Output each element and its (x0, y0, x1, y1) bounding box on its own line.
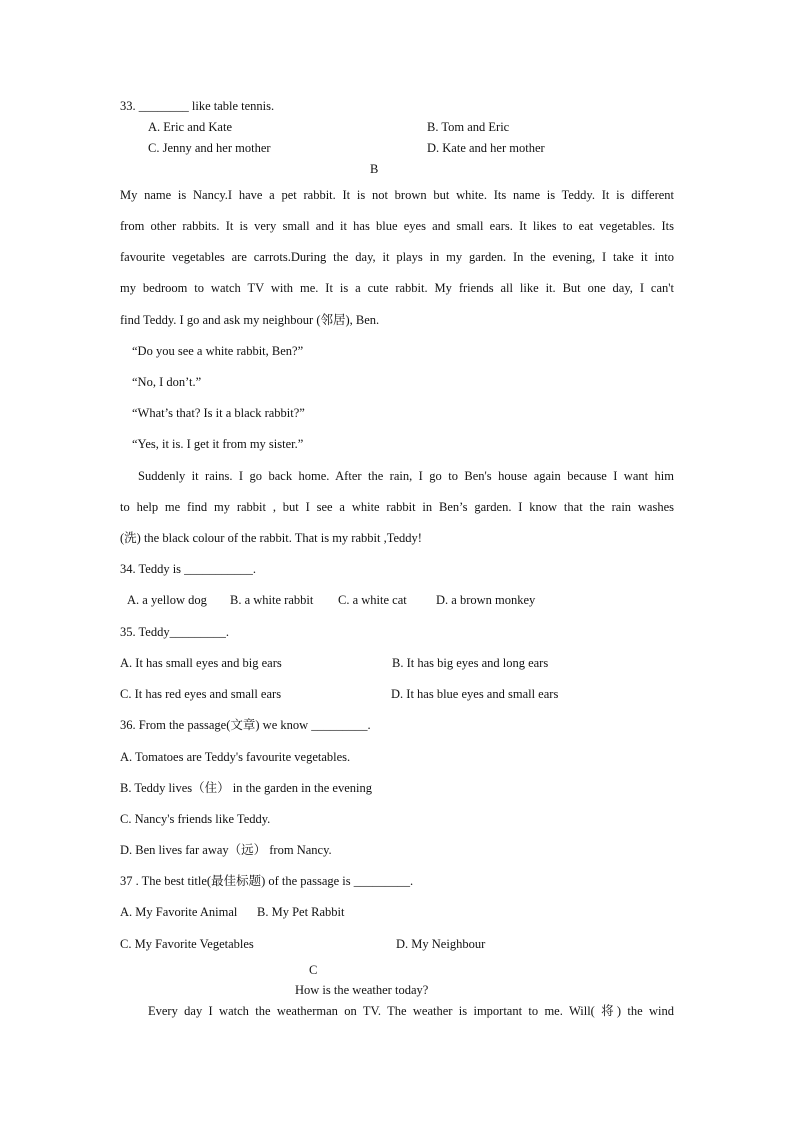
paragraph-line: Suddenly it rains. I go back home. After the rain, I go to Ben's house again because I want him (138, 469, 674, 483)
q33-option-d: D. Kate and her mother (427, 141, 545, 155)
dialogue-line: “No, I don’t.” (132, 375, 202, 389)
q35-option-c: C. It has red eyes and small ears (120, 687, 282, 701)
q36-stem: 36. From the passage(文章) we know _________. (120, 718, 371, 732)
q34-stem: 34. Teddy is ___________. (120, 562, 257, 576)
q36-option-a: A. Tomatoes are Teddy's favourite vegetables. (120, 750, 351, 764)
q37-option-b: B. My Pet Rabbit (257, 905, 345, 919)
q36-option-b: B. Teddy lives（住） in the garden in the evening (120, 781, 372, 795)
q35-option-d: D. It has blue eyes and small ears (391, 687, 559, 701)
q37-option-d: D. My Neighbour (396, 937, 486, 951)
q33-option-c: C. Jenny and her mother (148, 141, 271, 155)
q33-stem: 33. ________ like table tennis. (120, 99, 275, 113)
q34-option-a: A. a yellow dog (127, 593, 207, 607)
paragraph-line: (洗) the black colour of the rabbit. That is my rabbit ,Teddy! (120, 531, 422, 545)
section-c-title: How is the weather today? (295, 983, 429, 997)
q34-option-d: D. a brown monkey (436, 593, 536, 607)
q34-option-b: B. a white rabbit (230, 593, 314, 607)
q35-option-a: A. It has small eyes and big ears (120, 656, 282, 670)
passage-line: My name is Nancy.I have a pet rabbit. It is not brown but white. Its name is Teddy. It is different (120, 188, 674, 202)
q37-stem: 37 . The best title(最佳标题) of the passage is _________. (120, 874, 414, 888)
dialogue-line: “Do you see a white rabbit, Ben?” (132, 344, 304, 358)
section-c-label: C (309, 963, 318, 977)
paragraph-line: to help me find my rabbit , but I see a white rabbit in Ben’s garden. I know that the rain washes (120, 500, 674, 514)
q37-option-c: C. My Favorite Vegetables (120, 937, 254, 951)
section-b-label: B (370, 162, 379, 176)
q35-option-b: B. It has big eyes and long ears (392, 656, 549, 670)
q35-stem: 35. Teddy_________. (120, 625, 229, 639)
passage-line: find Teddy. I go and ask my neighbour (邻居), Ben. (120, 313, 380, 327)
section-c-first-line: Every day I watch the weatherman on TV. The weather is important to me. Will( 将) the wind (148, 1004, 674, 1018)
q37-option-a: A. My Favorite Animal (120, 905, 238, 919)
passage-line: my bedroom to watch TV with me. It is a cute rabbit. My friends all like it. But one day, I can't (120, 281, 674, 295)
passage-line: favourite vegetables are carrots.During the day, it plays in my garden. In the evening, I take it into (120, 250, 674, 264)
dialogue-line: “Yes, it is. I get it from my sister.” (132, 437, 304, 451)
q33-option-b: B. Tom and Eric (427, 120, 510, 134)
q36-option-d: D. Ben lives far away（远） from Nancy. (120, 843, 332, 857)
q34-option-c: C. a white cat (338, 593, 407, 607)
q36-option-c: C. Nancy's friends like Teddy. (120, 812, 271, 826)
passage-line: from other rabbits. It is very small and it has blue eyes and small ears. It likes to eat vegetables. Its (120, 219, 674, 233)
dialogue-line: “What’s that? Is it a black rabbit?” (132, 406, 305, 420)
q33-option-a: A. Eric and Kate (148, 120, 232, 134)
